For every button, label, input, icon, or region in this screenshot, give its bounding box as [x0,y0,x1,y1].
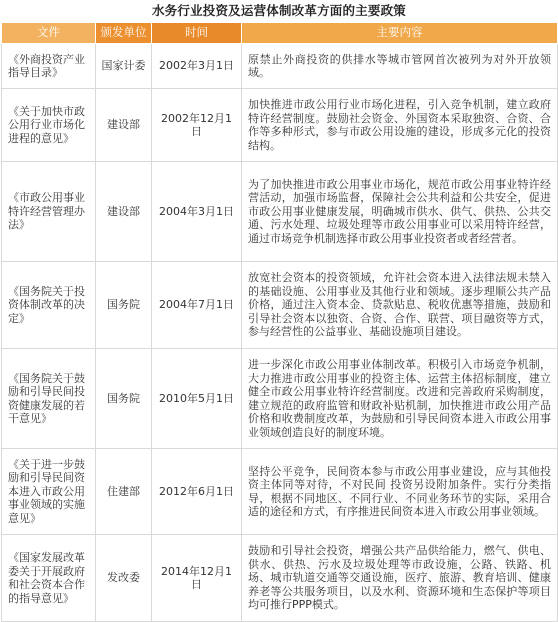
issuer-cell: 建设部 [96,162,152,262]
document-name-cell: 《外商投资产业指导目录》 [2,44,96,89]
issuer-cell: 国务院 [96,262,152,349]
document-name-cell: 《国务院关于鼓励和引导民间投资健康发展的若干意见》 [2,349,96,449]
issuer-cell: 国务院 [96,349,152,449]
content-cell: 坚持公平竞争，民间资本参与市政公用事业建设，应与其他投资主体同等对待，不对民间 投资另设附加条件。实行分类指导，根据不同地区、不同行业、不同业务环节的实际，采用合适的途径和方式，有序推进民间资本进入市政公用事业领域。 [242,449,558,535]
date-cell: 2012年6月1日 [152,449,242,535]
document-name-cell: 《国家发展改革委关于开展政府和社会资本合作的指导意见》 [2,535,96,622]
table-row [2,349,558,449]
date-cell: 2002年3月1日 [152,44,242,89]
date-cell: 2014年12月1日 [152,535,242,622]
content-cell: 放宽社会资本的投资领域，允许社会资本进入法律法规未禁入的基础设施、公用事业及其他行业和领域。逐步理顺公共产品价格，通过注入资本金、贷款贴息、税收优惠等措施，鼓励和引导社会资本以独资、合资、合作、联营、项目融资等方式，参与经营性的公益事业、基础设施项目建设。 [242,262,558,349]
column-header-document: 文件 [2,23,96,44]
document-name-cell: 《关于进一步鼓励和引导民间资本进入市政公用事业领域的实施意见》 [2,449,96,535]
issuer-cell: 国家计委 [96,44,152,89]
date-cell: 2002年12月1日 [152,89,242,162]
content-cell: 为了加快推进市政公用事业市场化，规范市政公用事业特许经营活动，加强市场监督，保障社会公共利益和公共安全，促进市政公用事业健康发展，明确城市供水、供气、供热、公共交通、污水处理、垃圾处理等市政公用事业可以采用特许经营，通过市场竞争机制选择市政公用事业投资者或者经营者。 [242,162,558,262]
content-cell: 原禁止外商投资的供排水等城市管网首次被列为对外开放领域。 [242,44,558,89]
table-row [2,162,558,262]
table-row [2,535,558,622]
date-cell: 2004年3月1日 [152,162,242,262]
column-header-issuer: 颁发单位 [96,23,152,44]
content-cell: 加快推进市政公用行业市场化进程，引入竞争机制，建立政府特许经营制度。鼓励社会资金、外国资本采取独资、合资、合作等多种形式，参与市政公用设施的建设，形成多元化的投资结构。 [242,89,558,162]
column-header-content: 主要内容 [242,23,558,44]
table-row [2,89,558,162]
page-title: 水务行业投资及运营体制改革方面的主要政策 [151,3,406,18]
table-header-row [2,23,558,44]
document-name-cell: 《国务院关于投资体制改革的决定》 [2,262,96,349]
policy-table [1,22,558,622]
content-cell: 进一步深化市政公用事业体制改革。积极引入市场竞争机制，大力推进市政公用事业的投资主体、运营主体招标制度，建立健全市政公用事业特许经营制度。改进和完善政府采购制度，建立规范的政府监管和财政补贴机制，加快推进市政公用产品价格和收费制度改革，为鼓励和引导民间资本进入市政公用事业领域创造良好的制度环境。 [242,349,558,449]
issuer-cell: 发改委 [96,535,152,622]
issuer-cell: 住建部 [96,449,152,535]
date-cell: 2010年5月1日 [152,349,242,449]
table-row [2,44,558,89]
document-name-cell: 《市政公用事业特许经营管理办法》 [2,162,96,262]
issuer-cell: 建设部 [96,89,152,162]
content-cell: 鼓励和引导社会投资，增强公共产品供给能力，燃气、供电、供水、供热、污水及垃圾处理等市政设施，公路、铁路、机场、城市轨道交通等交通设施，医疗、旅游、教育培训、健康养老等公共服务项目，以及水利、资源环境和生态保护等项目均可推行PPP模式。 [242,535,558,622]
date-cell: 2004年7月1日 [152,262,242,349]
column-header-time: 时间 [152,23,242,44]
table-row [2,262,558,349]
table-row [2,449,558,535]
document-name-cell: 《关于加快市政公用行业市场化进程的意见》 [2,89,96,162]
